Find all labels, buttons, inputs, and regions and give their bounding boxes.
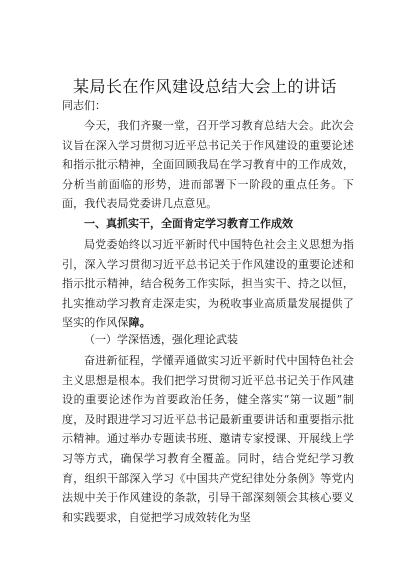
- subsection-heading-1: （一）学深悟透，强化理论武装: [84, 333, 238, 346]
- section-heading-1: 一、真抓实干，全面肯定学习教育工作成效: [84, 217, 293, 230]
- section-1-body-text: 局党委始终以习近平新时代中国特色社会主义思想为指引，深入学习贯彻习近平总书记关于作风建设的重要论述和指示批示精神，结合税务工作实际，担当实干、持之以恒，扎实推动学习教育走深走实，为税收事业高质量发展提供了坚实的作风保: [62, 238, 354, 330]
- subsection-1-paragraph: 奋进新征程，学懂弄通做实习近平新时代中国特色社会主义思想是根本。我们把学习贯彻习近平总书记关于作风建设的重要论述作为首要政治任务，健全落实“第一议题”制度，及时跟进学习习近平总书记最新重要讲话和重要指示批示精神。通过举办专题读书班、邀请专家授课、开展线上学习等方式，确保学习教育全覆盖。同时，结合党纪学习教育，组织干部深入学习《中国共产党纪律处分条例》等党内法规中关于作风建设的条款，引导干部深刻领会其核心要义和实践要求，自觉把学习成效转化为坚: [62, 354, 354, 524]
- section-1-paragraph: [62, 235, 354, 333]
- salutation: 同志们：: [62, 99, 106, 112]
- intro-paragraph: 今天，我们齐聚一堂，召开学习教育总结大会。此次会议旨在深入学习贯彻习近平总书记关于作风建设的重要论述和指示批示精神，全面回顾我局在学习教育中的工作成效，分析当前面临的形势，进而部署下一阶段的重点任务。下面，我代表局党委讲几点意见。: [62, 119, 354, 211]
- document-title: 某局长在作风建设总结大会上的讲话: [72, 77, 337, 96]
- section-1-tail-text: 障。: [128, 316, 151, 330]
